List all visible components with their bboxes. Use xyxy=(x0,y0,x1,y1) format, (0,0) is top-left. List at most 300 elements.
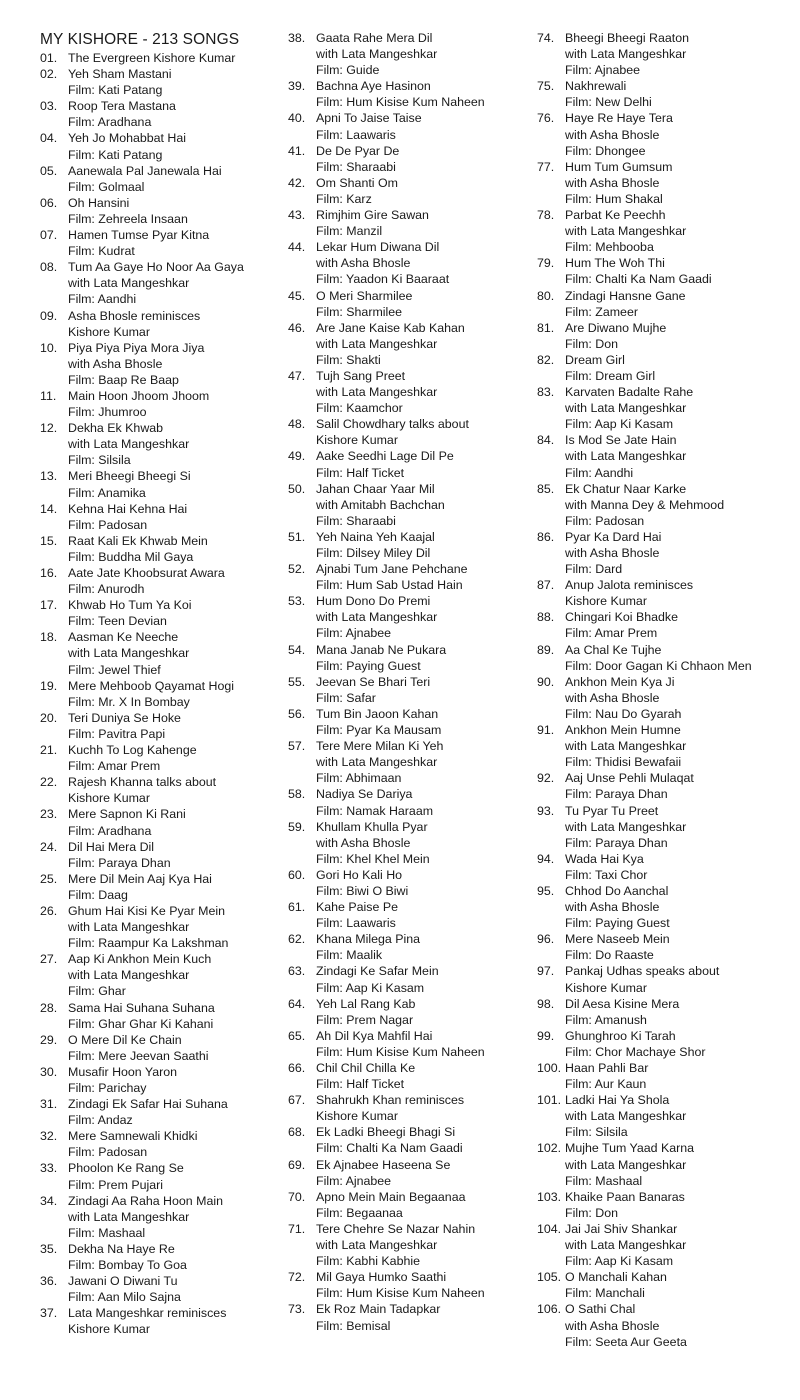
song-title: Mere Sapnon Ki Rani xyxy=(68,807,186,822)
song-artist: with Lata Mangeshkar xyxy=(68,276,190,291)
song-title: Lata Mangeshkar reminisces xyxy=(68,1306,227,1321)
song-entry xyxy=(288,1060,528,1092)
song-title: Hum Tum Gumsum xyxy=(565,159,673,174)
song-title: Oh Hansini xyxy=(68,195,130,210)
song-entry xyxy=(40,50,280,66)
song-title: O Manchali Kahan xyxy=(565,1270,667,1285)
song-number: 63. xyxy=(288,964,306,979)
song-title: Apni To Jaise Taise xyxy=(316,111,422,126)
song-film: Film: Paying Guest xyxy=(565,916,670,931)
song-number: 86. xyxy=(537,529,555,544)
song-number: 29. xyxy=(40,1032,58,1047)
song-entry xyxy=(288,288,528,320)
song-number: 49. xyxy=(288,449,306,464)
song-film: Film: Yaadon Ki Baaraat xyxy=(316,272,450,287)
song-number: 103. xyxy=(537,1189,562,1204)
song-artist: with Lata Mangeshkar xyxy=(565,1109,687,1124)
song-entry xyxy=(40,163,280,195)
song-number: 101. xyxy=(537,1093,562,1108)
song-title: Dream Girl xyxy=(565,352,625,367)
song-film: Film: Ajnabee xyxy=(565,63,641,78)
song-title: Mil Gaya Humko Saathi xyxy=(316,1270,447,1285)
song-film: Film: Karz xyxy=(316,191,372,206)
song-film: Film: Half Ticket xyxy=(316,1077,405,1092)
song-film: Film: Laawaris xyxy=(316,127,396,142)
song-film: Film: Hum Kisise Kum Naheen xyxy=(316,1044,485,1059)
song-film: Film: Bombay To Goa xyxy=(68,1258,187,1273)
song-note: Kishore Kumar xyxy=(565,594,647,609)
song-film: Film: Namak Haraam xyxy=(316,803,434,818)
song-number: 06. xyxy=(40,195,58,210)
song-title: Tere Mere Milan Ki Yeh xyxy=(316,739,444,754)
song-number: 10. xyxy=(40,340,58,355)
song-number: 69. xyxy=(288,1157,306,1172)
song-film: Film: Kaamchor xyxy=(316,401,403,416)
song-artist: with Lata Mangeshkar xyxy=(68,646,190,661)
song-artist: with Lata Mangeshkar xyxy=(68,968,190,983)
song-entry xyxy=(40,951,280,999)
song-artist: with Lata Mangeshkar xyxy=(316,336,438,351)
song-entry xyxy=(537,352,792,384)
song-title: Pankaj Udhas speaks about xyxy=(565,964,720,979)
song-title: O Sathi Chal xyxy=(565,1302,636,1317)
song-film: Film: Door Gagan Ki Chhaon Men xyxy=(565,658,752,673)
song-film: Film: Raampur Ka Lakshman xyxy=(68,936,229,951)
song-number: 98. xyxy=(537,996,555,1011)
song-film: Film: Parichay xyxy=(68,1081,147,1095)
song-title: Parbat Ke Peechh xyxy=(565,208,666,223)
song-entry xyxy=(288,899,528,931)
song-artist: with Asha Bhosle xyxy=(68,356,163,371)
song-title: Anup Jalota reminisces xyxy=(565,578,694,593)
song-number: 88. xyxy=(537,610,555,625)
song-entry xyxy=(537,1189,792,1221)
song-title: Lekar Hum Diwana Dil xyxy=(316,240,440,255)
song-film: Film: Kati Patang xyxy=(68,147,163,162)
song-film: Film: Shakti xyxy=(316,352,381,367)
song-entry xyxy=(288,963,528,995)
song-number: 17. xyxy=(40,598,58,613)
song-number: 102. xyxy=(537,1141,562,1156)
song-title: Dekha Na Haye Re xyxy=(68,1241,175,1256)
song-artist: with Manna Dey & Mehmood xyxy=(565,497,725,512)
song-title: Rajesh Khanna talks about xyxy=(68,775,217,790)
song-artist: with Lata Mangeshkar xyxy=(565,739,687,754)
song-entry xyxy=(288,78,528,110)
song-film: Film: Seeta Aur Geeta xyxy=(565,1334,687,1349)
song-film: Film: Teen Devian xyxy=(68,614,167,629)
song-title: Chhod Do Aanchal xyxy=(565,883,669,898)
song-artist: with Lata Mangeshkar xyxy=(68,437,190,452)
song-title: Yeh Sham Mastani xyxy=(68,67,172,82)
song-title: Yeh Lal Rang Kab xyxy=(316,996,416,1011)
song-film: Film: Sharaabi xyxy=(316,513,396,528)
song-number: 56. xyxy=(288,706,306,721)
song-artist: with Asha Bhosle xyxy=(565,1318,660,1333)
song-entry xyxy=(288,143,528,175)
song-number: 80. xyxy=(537,288,555,303)
song-entry xyxy=(288,996,528,1028)
song-film: Film: Ghar Ghar Ki Kahani xyxy=(68,1016,214,1031)
song-film: Film: Taxi Chor xyxy=(565,867,648,882)
song-number: 65. xyxy=(288,1028,306,1043)
song-number: 59. xyxy=(288,819,306,834)
song-number: 35. xyxy=(40,1241,58,1256)
song-number: 78. xyxy=(537,208,555,223)
song-title: Tum Bin Jaoon Kahan xyxy=(316,706,439,721)
song-film: Film: Prem Pujari xyxy=(68,1177,164,1192)
song-column-3 xyxy=(537,30,792,1350)
song-film: Film: Do Raaste xyxy=(565,948,654,963)
song-entry xyxy=(288,1221,528,1269)
song-number: 52. xyxy=(288,562,306,577)
song-film: Film: Hum Kisise Kum Naheen xyxy=(316,1286,485,1301)
song-number: 61. xyxy=(288,900,306,915)
song-entry xyxy=(288,529,528,561)
song-entry xyxy=(537,770,792,802)
song-title: Mere Naseeb Mein xyxy=(565,932,670,947)
song-number: 89. xyxy=(537,642,555,657)
song-film: Film: Kudrat xyxy=(68,244,135,259)
song-title: Jahan Chaar Yaar Mil xyxy=(316,481,435,496)
song-number: 48. xyxy=(288,417,306,432)
song-title: Musafir Hoon Yaron xyxy=(68,1064,178,1079)
song-entry xyxy=(40,98,280,130)
song-film: Film: Mehbooba xyxy=(565,240,654,255)
song-title: Phoolon Ke Rang Se xyxy=(68,1161,184,1176)
song-entry xyxy=(288,786,528,818)
song-film: Film: Amar Prem xyxy=(565,626,658,641)
song-number: 13. xyxy=(40,469,58,484)
song-artist: with Lata Mangeshkar xyxy=(565,401,687,416)
song-artist: with Amitabh Bachchan xyxy=(316,497,445,512)
song-entry xyxy=(288,1157,528,1189)
song-entry xyxy=(537,1060,792,1092)
song-entry xyxy=(537,996,792,1028)
song-film: Film: Anurodh xyxy=(68,582,145,597)
song-number: 20. xyxy=(40,710,58,725)
song-title: Aa Chal Ke Tujhe xyxy=(565,642,662,657)
song-title: O Meri Sharmilee xyxy=(316,288,413,303)
song-film: Film: Sharaabi xyxy=(316,159,396,174)
song-title: Mujhe Tum Yaad Karna xyxy=(565,1141,695,1156)
song-number: 07. xyxy=(40,228,58,243)
song-number: 97. xyxy=(537,964,555,979)
song-title: Are Jane Kaise Kab Kahan xyxy=(316,320,465,335)
song-film: Film: Dhongee xyxy=(565,143,646,158)
song-entry xyxy=(288,320,528,368)
song-number: 28. xyxy=(40,1000,58,1015)
song-entry xyxy=(288,207,528,239)
song-film: Film: Guide xyxy=(316,63,380,78)
song-film: Film: Ajnabee xyxy=(316,1173,392,1188)
song-title: Zindagi Ek Safar Hai Suhana xyxy=(68,1097,228,1112)
song-entry xyxy=(537,851,792,883)
song-number: 38. xyxy=(288,31,306,45)
song-number: 85. xyxy=(537,481,555,496)
song-film: Film: Manzil xyxy=(316,224,383,239)
song-number: 23. xyxy=(40,807,58,822)
song-entry xyxy=(537,674,792,722)
song-entry xyxy=(40,227,280,259)
song-title: Mere Mehboob Qayamat Hogi xyxy=(68,678,234,693)
song-number: 36. xyxy=(40,1274,58,1289)
song-film: Film: Paying Guest xyxy=(316,658,421,673)
song-entry xyxy=(40,468,280,500)
song-entry xyxy=(537,110,792,158)
song-number: 33. xyxy=(40,1161,58,1176)
song-title: Gaata Rahe Mera Dil xyxy=(316,31,433,45)
song-entry xyxy=(288,110,528,142)
song-title: Are Diwano Mujhe xyxy=(565,320,667,335)
song-title: Aap Ki Ankhon Mein Kuch xyxy=(68,952,212,967)
song-film: Film: Sharmilee xyxy=(316,304,403,319)
song-film: Film: Zehreela Insaan xyxy=(68,211,188,226)
song-title: Jawani O Diwani Tu xyxy=(68,1274,178,1289)
song-artist: with Lata Mangeshkar xyxy=(316,755,438,770)
song-title: The Evergreen Kishore Kumar xyxy=(68,51,236,65)
song-title: Roop Tera Mastana xyxy=(68,99,176,114)
song-title: Mere Dil Mein Aaj Kya Hai xyxy=(68,871,212,886)
song-film: Film: Aap Ki Kasam xyxy=(565,417,674,432)
song-number: 74. xyxy=(537,31,555,45)
song-number: 31. xyxy=(40,1097,58,1112)
song-film: Film: Pavitra Papi xyxy=(68,726,166,741)
song-film: Film: Zameer xyxy=(565,304,638,319)
song-entry xyxy=(537,288,792,320)
song-artist: with Lata Mangeshkar xyxy=(316,47,438,62)
song-number: 95. xyxy=(537,883,555,898)
song-entry xyxy=(40,420,280,468)
song-title: Haye Re Haye Tera xyxy=(565,111,673,126)
song-number: 100. xyxy=(537,1061,562,1075)
song-title: De De Pyar De xyxy=(316,143,400,158)
song-title: Zindagi Aa Raha Hoon Main xyxy=(68,1193,223,1208)
song-entry xyxy=(40,1273,280,1305)
song-film: Film: Thidisi Bewafaii xyxy=(565,755,682,770)
song-artist: with Asha Bhosle xyxy=(565,127,660,142)
song-number: 04. xyxy=(40,131,58,146)
song-entry xyxy=(288,642,528,674)
song-number: 47. xyxy=(288,368,306,383)
song-title: Pyar Ka Dard Hai xyxy=(565,529,662,544)
song-title: Aasman Ke Neeche xyxy=(68,630,179,645)
song-film: Film: Biwi O Biwi xyxy=(316,883,409,898)
song-entry xyxy=(40,1305,280,1337)
song-number: 77. xyxy=(537,159,555,174)
song-entry xyxy=(288,481,528,529)
song-title: Chil Chil Chilla Ke xyxy=(316,1061,416,1075)
song-film: Film: Dream Girl xyxy=(565,368,656,383)
song-entry xyxy=(288,1028,528,1060)
song-film: Film: Chor Machaye Shor xyxy=(565,1044,706,1059)
song-number: 94. xyxy=(537,851,555,866)
song-number: 37. xyxy=(40,1306,58,1321)
song-title: Bheegi Bheegi Raaton xyxy=(565,31,690,45)
song-number: 93. xyxy=(537,803,555,818)
song-film: Film: Andaz xyxy=(68,1113,133,1128)
song-number: 43. xyxy=(288,208,306,223)
song-number: 83. xyxy=(537,385,555,400)
song-title: Nakhrewali xyxy=(565,79,627,94)
song-title: Haan Pahli Bar xyxy=(565,1061,649,1075)
song-number: 14. xyxy=(40,501,58,516)
song-title: Dil Hai Mera Dil xyxy=(68,839,155,854)
song-number: 71. xyxy=(288,1221,306,1236)
song-film: Film: Paraya Dhan xyxy=(68,855,171,870)
song-artist: with Lata Mangeshkar xyxy=(68,1209,190,1224)
page-title: MY KISHORE - 213 SONGS xyxy=(40,31,240,48)
song-entry xyxy=(288,931,528,963)
song-number: 18. xyxy=(40,630,58,645)
song-film: Film: Padosan xyxy=(68,1145,148,1160)
song-title: Karvaten Badalte Rahe xyxy=(565,385,694,400)
song-number: 64. xyxy=(288,996,306,1011)
song-entry xyxy=(40,308,280,340)
song-film: Film: Khel Khel Mein xyxy=(316,851,430,866)
song-film: Film: Aradhana xyxy=(68,115,152,130)
song-entry xyxy=(537,255,792,287)
song-number: 51. xyxy=(288,529,306,544)
song-entry xyxy=(288,819,528,867)
song-number: 03. xyxy=(40,99,58,114)
song-number: 72. xyxy=(288,1270,306,1285)
song-entry xyxy=(288,1269,528,1301)
song-title: Kahe Paise Pe xyxy=(316,900,398,915)
song-entry xyxy=(40,259,280,307)
song-entry xyxy=(537,1028,792,1060)
song-entry xyxy=(288,1092,528,1124)
song-entry xyxy=(40,1128,280,1160)
song-title: Chingari Koi Bhadke xyxy=(565,610,678,625)
song-entry xyxy=(40,1096,280,1128)
song-title: Is Mod Se Jate Hain xyxy=(565,433,677,448)
song-title: Tujh Sang Preet xyxy=(316,368,406,383)
song-entry xyxy=(40,533,280,565)
song-title: Ek Roz Main Tadapkar xyxy=(316,1302,441,1317)
song-entry xyxy=(288,738,528,786)
song-title: Raat Kali Ek Khwab Mein xyxy=(68,533,208,548)
song-film: Film: Padosan xyxy=(565,513,645,528)
song-number: 30. xyxy=(40,1064,58,1079)
song-title: Dekha Ek Khwab xyxy=(68,421,164,436)
song-number: 09. xyxy=(40,308,58,323)
song-film: Film: Half Ticket xyxy=(316,465,405,480)
song-number: 19. xyxy=(40,678,58,693)
song-film: Film: Aandhi xyxy=(565,465,634,480)
song-number: 05. xyxy=(40,163,58,178)
song-number: 67. xyxy=(288,1093,306,1108)
song-note: Kishore Kumar xyxy=(68,791,150,806)
song-number: 68. xyxy=(288,1125,306,1140)
song-entry xyxy=(40,565,280,597)
song-film: Film: Amar Prem xyxy=(68,759,161,774)
song-entry xyxy=(537,1221,792,1269)
song-artist: with Lata Mangeshkar xyxy=(565,449,687,464)
song-entry xyxy=(40,678,280,710)
song-entry xyxy=(40,1241,280,1273)
song-entry xyxy=(537,883,792,931)
song-entry xyxy=(288,593,528,641)
song-film: Film: Laawaris xyxy=(316,916,396,931)
song-film: Film: Buddha Mil Gaya xyxy=(68,549,194,564)
song-entry xyxy=(40,806,280,838)
song-number: 57. xyxy=(288,739,306,754)
song-entry xyxy=(40,903,280,951)
song-film: Film: Daag xyxy=(68,887,128,902)
song-film: Film: Mashaal xyxy=(68,1225,146,1240)
song-entry xyxy=(537,481,792,529)
song-title: Mana Janab Ne Pukara xyxy=(316,642,447,657)
song-title: Apno Mein Main Begaanaa xyxy=(316,1189,466,1204)
song-title: Bachna Aye Hasinon xyxy=(316,79,431,94)
song-entry xyxy=(288,368,528,416)
song-entry xyxy=(40,1064,280,1096)
song-column-2 xyxy=(288,30,528,1334)
song-note: Kishore Kumar xyxy=(316,433,398,448)
song-title: Zindagi Ke Safar Mein xyxy=(316,964,439,979)
song-artist: with Lata Mangeshkar xyxy=(316,610,438,625)
song-entry xyxy=(40,710,280,742)
song-number: 60. xyxy=(288,867,306,882)
song-artist: with Lata Mangeshkar xyxy=(565,1238,687,1253)
song-film: Film: Jhumroo xyxy=(68,405,147,420)
song-film: Film: Aap Ki Kasam xyxy=(565,1254,674,1269)
song-entry xyxy=(537,1301,792,1349)
song-entry xyxy=(40,1032,280,1064)
song-artist: with Asha Bhosle xyxy=(316,835,411,850)
song-title: Rimjhim Gire Sawan xyxy=(316,208,429,223)
song-entry xyxy=(40,839,280,871)
song-film: Film: Chalti Ka Nam Gaadi xyxy=(565,272,712,287)
song-title: Salil Chowdhary talks about xyxy=(316,417,469,432)
song-entry xyxy=(537,1269,792,1301)
song-number: 58. xyxy=(288,787,306,802)
song-entry xyxy=(288,674,528,706)
song-artist: with Asha Bhosle xyxy=(565,546,660,560)
song-title: Asha Bhosle reminisces xyxy=(68,308,201,323)
song-number: 91. xyxy=(537,723,555,738)
song-number: 01. xyxy=(40,51,58,65)
song-film: Film: Chalti Ka Nam Gaadi xyxy=(316,1141,463,1156)
song-artist: with Lata Mangeshkar xyxy=(68,920,190,935)
song-number: 90. xyxy=(537,674,555,689)
song-number: 84. xyxy=(537,433,555,448)
song-title: Ek Ajnabee Haseena Se xyxy=(316,1157,451,1172)
song-number: 54. xyxy=(288,642,306,657)
song-number: 02. xyxy=(40,67,58,82)
song-artist: with Asha Bhosle xyxy=(565,175,660,190)
song-entry xyxy=(537,803,792,851)
song-title: Ajnabi Tum Jane Pehchane xyxy=(316,562,468,577)
song-entry xyxy=(40,597,280,629)
song-entry xyxy=(537,159,792,207)
song-number: 41. xyxy=(288,143,306,158)
song-film: Film: Padosan xyxy=(68,517,148,532)
song-film: Film: New Delhi xyxy=(565,95,652,110)
song-entry xyxy=(288,1124,528,1156)
song-number: 87. xyxy=(537,578,555,593)
song-entry xyxy=(537,1092,792,1140)
song-entry xyxy=(537,529,792,577)
song-number: 32. xyxy=(40,1129,58,1144)
song-number: 34. xyxy=(40,1193,58,1208)
song-entry xyxy=(40,66,280,98)
song-title: Hum The Woh Thi xyxy=(565,256,665,271)
song-entry xyxy=(40,1160,280,1192)
song-number: 42. xyxy=(288,175,306,190)
song-number: 55. xyxy=(288,674,306,689)
